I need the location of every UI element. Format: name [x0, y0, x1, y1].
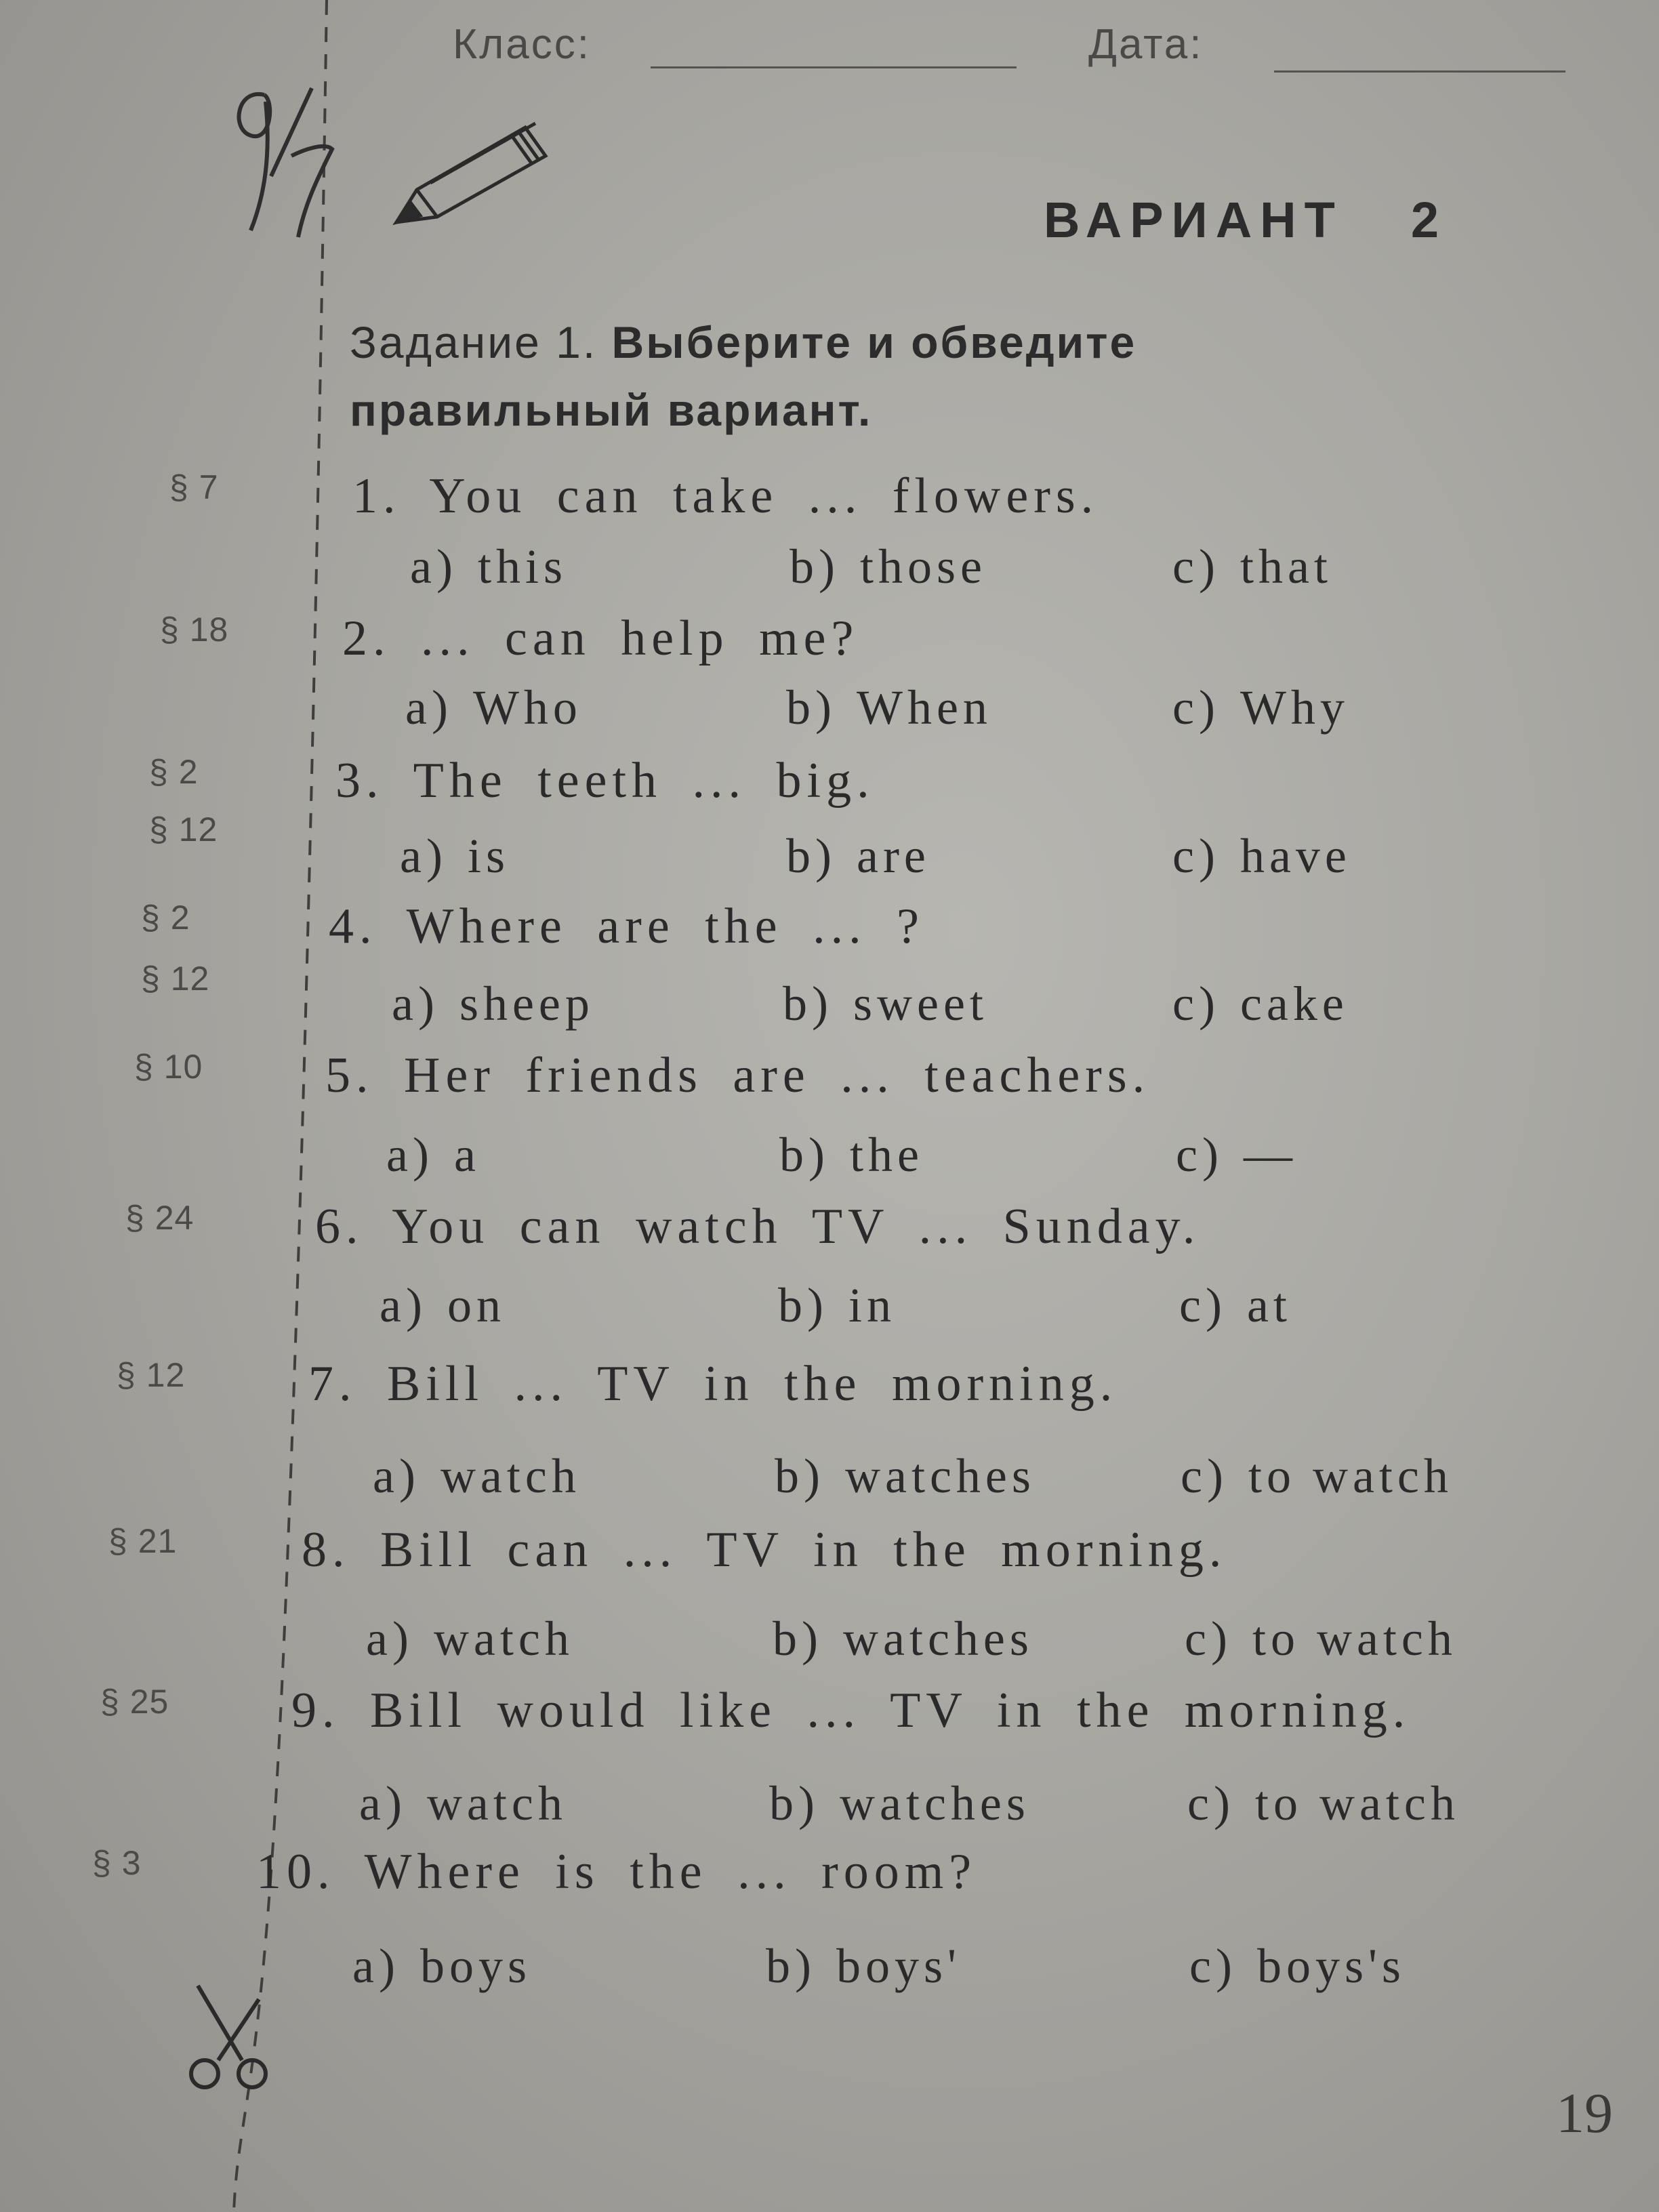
- option-text: boys: [419, 1939, 531, 1993]
- option-text: watch: [426, 1776, 567, 1830]
- option-letter: a): [359, 1776, 407, 1830]
- answer-option[interactable]: [786, 680, 992, 736]
- answer-option[interactable]: [769, 1776, 1030, 1832]
- answer-option[interactable]: [775, 1448, 1036, 1504]
- option-text: sweet: [853, 977, 988, 1031]
- answer-option[interactable]: [790, 539, 987, 595]
- question-text: 9. Bill would like ... TV in the morning.: [291, 1683, 1411, 1738]
- paragraph-ref: § 12: [117, 1356, 186, 1394]
- option-letter: c): [1172, 829, 1220, 883]
- answer-option[interactable]: [373, 1448, 581, 1504]
- option-text: on: [447, 1278, 506, 1332]
- option-letter: b): [766, 1939, 816, 1993]
- option-letter: a): [386, 1128, 434, 1182]
- answer-option[interactable]: [366, 1611, 574, 1667]
- answer-option[interactable]: [405, 680, 582, 736]
- option-text: watch: [433, 1612, 574, 1666]
- option-text: those: [859, 539, 987, 594]
- answer-option[interactable]: [1176, 1127, 1297, 1183]
- answer-option[interactable]: [1189, 1938, 1406, 1994]
- option-letter: a): [410, 539, 457, 594]
- option-letter: b): [773, 1612, 823, 1666]
- question-text: 6. You can watch TV ... Sunday.: [315, 1199, 1201, 1254]
- option-text: boys': [836, 1939, 961, 1993]
- date-label: Дата:: [1088, 21, 1204, 68]
- option-letter: a): [366, 1612, 413, 1666]
- option-letter: a): [392, 977, 439, 1031]
- option-text: to watch: [1254, 1776, 1460, 1830]
- option-letter: c): [1189, 1939, 1237, 1993]
- answer-option[interactable]: [1181, 1448, 1453, 1504]
- question-text: 2. ... can help me?: [342, 611, 859, 666]
- paragraph-ref: § 24: [125, 1199, 194, 1237]
- question-text: 8. Bill can ... TV in the morning.: [302, 1522, 1227, 1578]
- question-text: 5. Her friends are ... teachers.: [325, 1048, 1151, 1103]
- answer-option[interactable]: [392, 976, 594, 1032]
- task-prefix: Задание 1.: [350, 317, 598, 367]
- option-letter: b): [790, 539, 840, 594]
- answer-option[interactable]: [1172, 680, 1349, 736]
- task-heading: [350, 308, 1407, 444]
- option-text: watch: [440, 1449, 581, 1503]
- option-text: boys's: [1256, 1939, 1406, 1993]
- paragraph-ref: § 2: [149, 753, 199, 791]
- option-text: this: [477, 539, 567, 594]
- task-instruction: Выберите и обведите правильный вариант.: [350, 317, 1137, 435]
- question-text: 1. You can take ... flowers.: [352, 468, 1099, 524]
- scissors-icon: [178, 1979, 279, 2094]
- option-text: sheep: [459, 977, 594, 1031]
- page-number: 19: [1556, 2082, 1613, 2145]
- answer-option[interactable]: [380, 1277, 506, 1334]
- class-blank-line: [651, 66, 1017, 68]
- option-letter: c): [1176, 1128, 1223, 1182]
- answer-option[interactable]: [779, 1127, 924, 1183]
- option-text: Why: [1240, 680, 1349, 735]
- option-letter: b): [786, 829, 836, 883]
- option-text: to watch: [1252, 1612, 1457, 1666]
- answer-option[interactable]: [1179, 1277, 1292, 1334]
- variant-number: 2: [1410, 192, 1447, 248]
- answer-option[interactable]: [786, 828, 930, 884]
- option-letter: c): [1172, 977, 1220, 1031]
- option-text: in: [848, 1278, 896, 1332]
- question-text: 7. Bill ... TV in the morning.: [308, 1356, 1118, 1412]
- answer-option[interactable]: [400, 828, 510, 884]
- answer-option[interactable]: [1172, 539, 1332, 595]
- option-text: cake: [1240, 977, 1349, 1031]
- option-letter: c): [1185, 1612, 1232, 1666]
- paragraph-ref: § 12: [149, 811, 218, 848]
- option-letter: b): [786, 680, 836, 735]
- answer-option[interactable]: [1187, 1776, 1460, 1832]
- option-letter: c): [1179, 1278, 1227, 1332]
- option-text: —: [1243, 1128, 1297, 1182]
- answer-option[interactable]: [1172, 976, 1349, 1032]
- paragraph-ref: § 21: [108, 1522, 178, 1560]
- option-letter: b): [769, 1776, 819, 1830]
- option-text: Who: [472, 680, 582, 735]
- paragraph-ref: § 10: [134, 1048, 203, 1086]
- option-text: that: [1240, 539, 1332, 594]
- option-letter: c): [1172, 680, 1220, 735]
- question-text: 4. Where are the ... ?: [329, 899, 924, 954]
- variant-title: [1044, 191, 1447, 249]
- option-letter: c): [1187, 1776, 1235, 1830]
- paragraph-ref: § 12: [141, 960, 210, 998]
- option-text: have: [1240, 829, 1351, 883]
- option-text: a: [453, 1128, 480, 1182]
- option-letter: b): [778, 1278, 828, 1332]
- answer-option[interactable]: [359, 1776, 567, 1832]
- question-text: 3. The teeth ... big.: [335, 753, 875, 808]
- option-text: watches: [842, 1612, 1033, 1666]
- option-text: watches: [844, 1449, 1036, 1503]
- class-label: Класс:: [453, 21, 591, 68]
- option-text: When: [856, 680, 992, 735]
- answer-option[interactable]: [1185, 1611, 1457, 1667]
- option-text: are: [856, 829, 930, 883]
- answer-option[interactable]: [773, 1611, 1033, 1667]
- option-text: to watch: [1248, 1449, 1453, 1503]
- option-letter: a): [352, 1939, 400, 1993]
- option-letter: a): [405, 680, 453, 735]
- answer-option[interactable]: [778, 1277, 896, 1334]
- option-letter: b): [779, 1128, 830, 1182]
- answer-option[interactable]: [766, 1938, 961, 1994]
- option-letter: b): [775, 1449, 825, 1503]
- option-letter: c): [1181, 1449, 1228, 1503]
- pencil-icon: [390, 115, 552, 230]
- paragraph-ref: § 3: [92, 1844, 142, 1882]
- option-text: at: [1246, 1278, 1292, 1332]
- paragraph-ref: § 2: [141, 899, 190, 937]
- paragraph-ref: § 18: [160, 611, 229, 649]
- option-letter: a): [380, 1278, 427, 1332]
- option-text: the: [849, 1128, 924, 1182]
- variant-label: ВАРИАНТ: [1044, 192, 1343, 248]
- handwritten-grade: [224, 75, 339, 244]
- date-blank-line: [1274, 70, 1565, 73]
- paragraph-ref: § 25: [100, 1683, 169, 1721]
- paragraph-ref: § 7: [169, 468, 219, 506]
- question-text: 10. Where is the ... room?: [256, 1844, 977, 1900]
- option-text: is: [467, 829, 510, 883]
- option-letter: c): [1172, 539, 1220, 594]
- option-letter: a): [373, 1449, 420, 1503]
- option-letter: b): [783, 977, 833, 1031]
- option-text: watches: [839, 1776, 1030, 1830]
- answer-option[interactable]: [783, 976, 988, 1032]
- answer-option[interactable]: [410, 539, 567, 595]
- option-letter: a): [400, 829, 447, 883]
- answer-option[interactable]: [352, 1938, 531, 1994]
- answer-option[interactable]: [386, 1127, 480, 1183]
- answer-option[interactable]: [1172, 828, 1351, 884]
